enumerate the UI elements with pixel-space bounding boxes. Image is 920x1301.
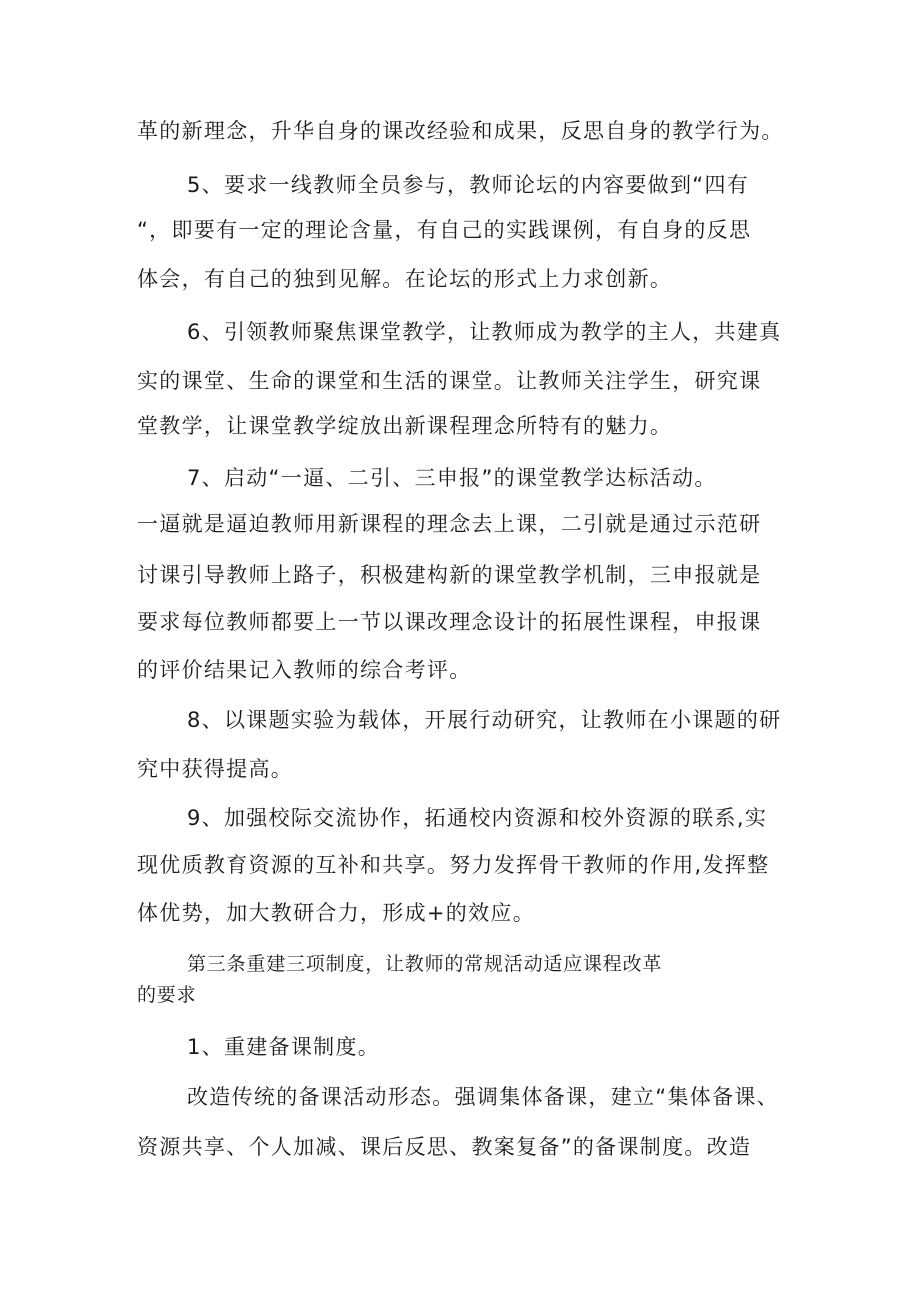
text-line: 的评价结果记入教师的综合考评。: [137, 658, 472, 682]
text-line: 5、要求一线教师全员参与，教师论坛的内容要做到“四有: [187, 173, 750, 197]
text-line: 现优质教育资源的互补和共享。努力发挥骨干教师的作用,发挥整: [137, 853, 770, 877]
text-line: 堂教学，让课堂教学绽放出新课程理念所特有的魅力。: [137, 414, 673, 438]
text-line: 资源共享、个人加减、课后反思、教案复备”的备课制度。改造: [137, 1135, 752, 1159]
text-line: 8、以课题实验为载体，开展行动研究，让教师在小课题的研: [187, 708, 782, 732]
text-line: 要求每位教师都要上一节以课改理念设计的拓展性课程，申报课: [137, 610, 762, 634]
section-heading: 的要求: [137, 984, 197, 1006]
text-line: 9、加强校际交流协作，拓通校内资源和校外资源的联系,实: [187, 806, 768, 830]
section-heading: 第三条重建三项制度，让教师的常规活动适应课程改革: [187, 953, 663, 975]
text-line: 一逼就是逼迫教师用新课程的理念去上课，二引就是通过示范研: [137, 512, 762, 536]
text-line: 革的新理念，升华自身的课改经验和成果，反思自身的教学行为。: [137, 119, 784, 143]
text-line: 体会，有自己的独到见解。在论坛的形式上力求创新。: [137, 267, 673, 291]
text-line: 讨课引导教师上路子，积极建构新的课堂教学机制，三申报就是: [137, 563, 762, 587]
text-line: “，即要有一定的理论含量，有自己的实践课例，有自身的反思: [137, 218, 752, 242]
text-line: 7、启动“一逼、二引、三申报”的课堂教学达标活动。: [187, 466, 717, 490]
text-line: 体优势，加大教研合力，形成+的效应。: [137, 901, 535, 925]
text-line: 6、引领教师聚焦课堂教学，让教师成为教学的主人，共建真: [187, 320, 782, 344]
text-line: 实的课堂、生命的课堂和生活的课堂。让教师关注学生，研究课: [137, 369, 762, 393]
text-line: 改造传统的备课活动形态。强调集体备课，建立“集体备课、: [187, 1085, 779, 1109]
text-line: 究中获得提高。: [137, 757, 294, 781]
text-line: 1、重建备课制度。: [187, 1035, 381, 1059]
